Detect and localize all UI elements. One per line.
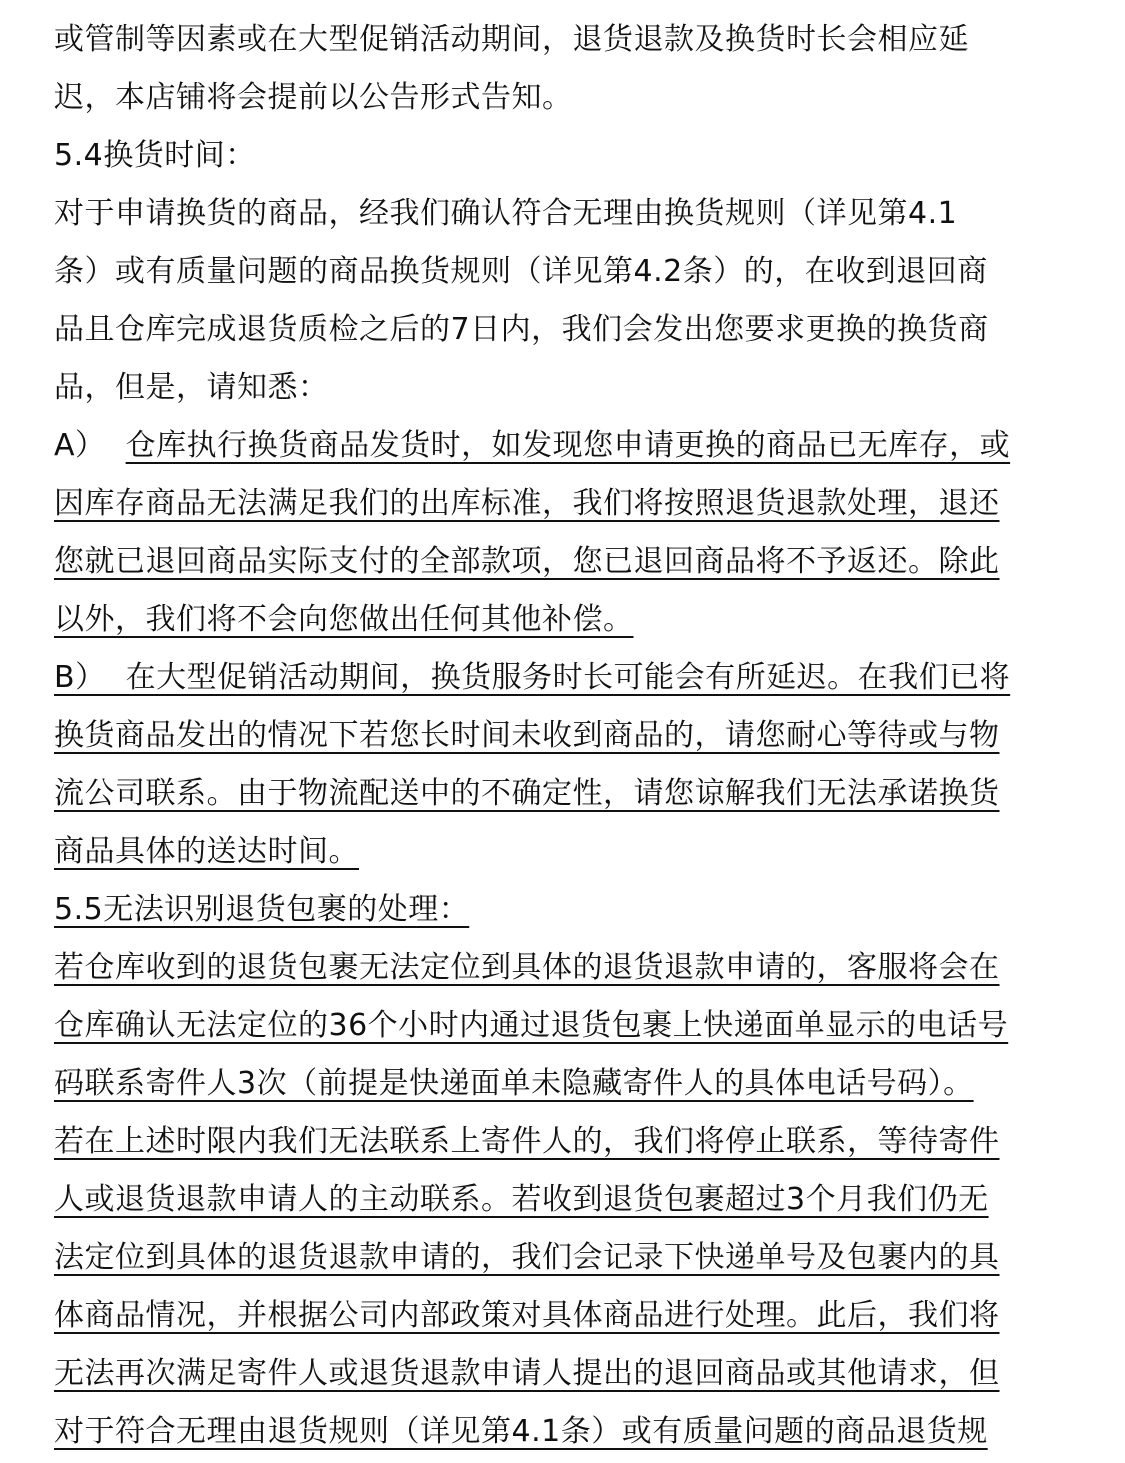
line-text: 因库存商品无法满足我们的出库标准，我们将按照退货退款处理，退还	[54, 486, 1000, 521]
text-line	[54, 359, 329, 417]
section-heading	[54, 881, 469, 939]
line-text: 若仓库收到的退货包裹无法定位到具体的退货退款申请的，客服将会在	[54, 950, 1000, 985]
line-text: 迟，本店铺将会提前以公告形式告知。	[54, 80, 573, 115]
line-text: 法定位到具体的退货退款申请的，我们会记录下快递单号及包裹内的具	[54, 1240, 1000, 1275]
line-text: 若在上述时限内我们无法联系上寄件人的，我们将停止联系，等待寄件	[54, 1124, 1000, 1159]
line-text: 您就已退回商品实际支付的全部款项，您已退回商品将不予返还。除此	[54, 544, 1000, 579]
text-line	[54, 1287, 1000, 1345]
line-text: 品且仓库完成退货质检之后的7日内，我们会发出您要求更换的换货商	[54, 312, 989, 347]
line-text: 人或退货退款申请人的主动联系。若收到退货包裹超过3个月我们仍无	[54, 1182, 989, 1217]
text-line	[54, 1229, 1000, 1287]
text-line	[54, 69, 573, 127]
text-line	[54, 1345, 1000, 1403]
text-line	[54, 475, 1000, 533]
text-line	[54, 185, 957, 243]
line-text: 对于符合无理由退货规则（详见第4.1条）或有质量问题的商品退货规	[54, 1414, 988, 1449]
line-text: 条）或有质量问题的商品换货规则（详见第4.2条）的，在收到退回商	[54, 254, 988, 289]
text-line	[54, 707, 1000, 765]
text-line	[54, 1171, 989, 1229]
text-line	[54, 823, 359, 881]
text-line	[54, 997, 1008, 1055]
line-text: 品，但是，请知悉：	[54, 370, 329, 405]
line-text: 或管制等因素或在大型促销活动期间，退货退款及换货时长会相应延	[54, 22, 969, 57]
list-marker: A）	[54, 428, 126, 463]
line-text: 体商品情况，并根据公司内部政策对具体商品进行处理。此后，我们将	[54, 1298, 1000, 1333]
text-line	[54, 11, 969, 69]
list-item-b	[54, 649, 1010, 707]
text-line	[54, 243, 988, 301]
line-text: 以外，我们将不会向您做出任何其他补偿。	[54, 602, 634, 637]
line-text: 换货商品发出的情况下若您长时间未收到商品的，请您耐心等待或与物	[54, 718, 1000, 753]
text-line	[54, 939, 1000, 997]
list-item-a	[54, 417, 1010, 475]
line-text: 5.5无法识别退货包裹的处理：	[54, 892, 470, 927]
section-heading	[54, 127, 256, 185]
line-text: 流公司联系。由于物流配送中的不确定性，请您谅解我们无法承诺换货	[54, 776, 1000, 811]
line-text: 无法再次满足寄件人或退货退款申请人提出的退回商品或其他请求，但	[54, 1356, 1000, 1391]
line-text: 5.4换货时间：	[54, 138, 256, 173]
text-line	[54, 765, 1000, 823]
line-text: 码联系寄件人3次（前提是快递面单未隐藏寄件人的具体电话号码）。	[54, 1066, 974, 1101]
line-text: 仓库确认无法定位的36个小时内通过退货包裹上快递面单显示的电话号	[54, 1008, 1009, 1043]
text-line	[54, 591, 634, 649]
line-text: 对于申请换货的商品，经我们确认符合无理由换货规则（详见第4.1	[54, 196, 958, 231]
text-line	[54, 301, 989, 359]
line-text: B） 在大型促销活动期间，换货服务时长可能会有所延迟。在我们已将	[54, 660, 1011, 695]
text-line	[54, 1113, 1000, 1171]
line-text: 仓库执行换货商品发货时，如发现您申请更换的商品已无库存，或	[125, 428, 1011, 463]
text-line	[54, 1403, 988, 1461]
text-line	[54, 533, 1000, 591]
text-line	[54, 1055, 974, 1113]
line-text: 商品具体的送达时间。	[54, 834, 359, 869]
